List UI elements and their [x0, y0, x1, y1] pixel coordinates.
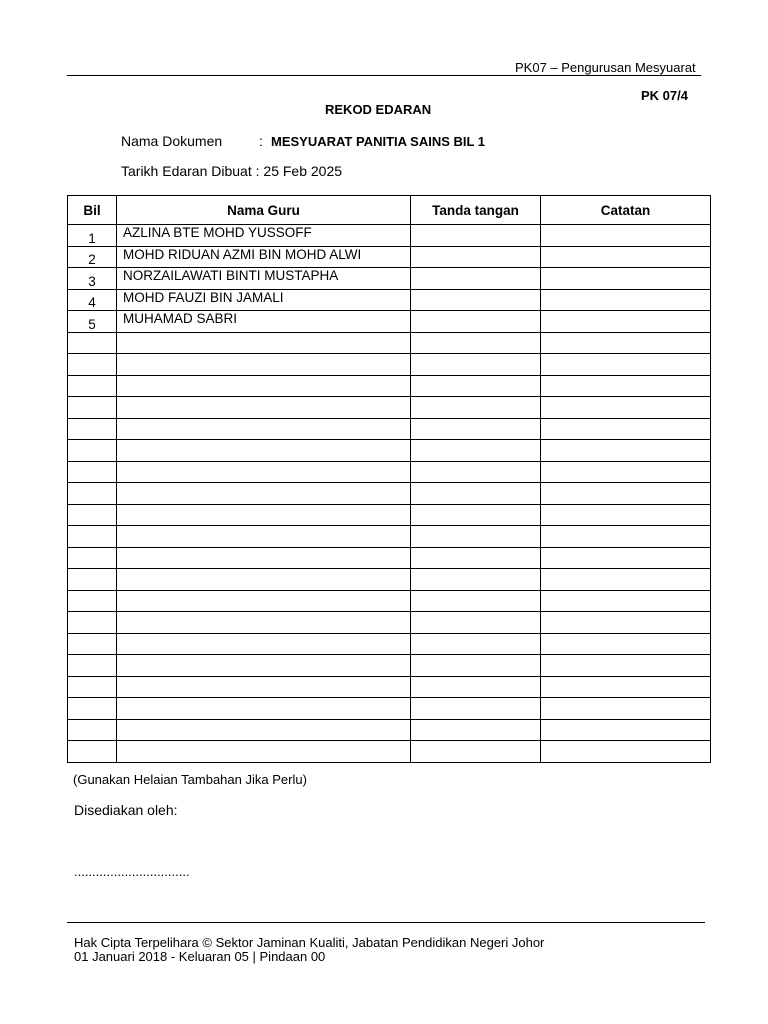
cell-signature — [411, 504, 541, 526]
column-header-note: Catatan — [541, 196, 711, 225]
doc-name-colon: : — [259, 133, 263, 149]
cell-bil — [68, 375, 117, 397]
table-row — [68, 268, 711, 290]
cell-bil — [68, 698, 117, 720]
table-row — [68, 440, 711, 462]
cell-bil — [68, 461, 117, 483]
cell-bil — [68, 569, 117, 591]
form-code: PK 07/4 — [641, 88, 688, 103]
table-row — [68, 698, 711, 720]
cell-name — [117, 332, 411, 354]
cell-name — [117, 418, 411, 440]
column-header-signature: Tanda tangan — [411, 196, 541, 225]
cell-note — [541, 397, 711, 419]
column-header-name: Nama Guru — [117, 196, 411, 225]
cell-note — [541, 483, 711, 505]
cell-signature — [411, 289, 541, 311]
cell-signature — [411, 246, 541, 268]
cell-bil — [68, 655, 117, 677]
cell-note — [541, 354, 711, 376]
cell-note — [541, 375, 711, 397]
cell-name — [117, 504, 411, 526]
cell-signature — [411, 698, 541, 720]
cell-note — [541, 590, 711, 612]
footer-rule — [67, 922, 705, 923]
table-row — [68, 633, 711, 655]
cell-signature — [411, 397, 541, 419]
table-row — [68, 225, 711, 247]
cell-signature — [411, 225, 541, 247]
cell-note — [541, 461, 711, 483]
cell-note — [541, 612, 711, 634]
doc-name-label: Nama Dokumen — [121, 133, 223, 149]
cell-bil — [68, 741, 117, 763]
cell-name — [117, 676, 411, 698]
cell-bil — [68, 504, 117, 526]
table-header-row — [68, 196, 711, 225]
cell-bil: 1 — [68, 225, 117, 247]
table-row — [68, 461, 711, 483]
cell-note — [541, 719, 711, 741]
cell-bil — [68, 612, 117, 634]
cell-signature — [411, 633, 541, 655]
header-ref: PK07 – Pengurusan Mesyuarat — [515, 60, 696, 75]
column-header-bil: Bil — [68, 196, 117, 225]
cell-name: MOHD FAUZI BIN JAMALI — [117, 289, 411, 311]
table-row — [68, 719, 711, 741]
cell-note — [541, 311, 711, 333]
cell-note — [541, 289, 711, 311]
cell-signature — [411, 483, 541, 505]
cell-signature — [411, 655, 541, 677]
cell-note — [541, 332, 711, 354]
cell-name — [117, 741, 411, 763]
footer-copyright: Hak Cipta Terpelihara © Sektor Jaminan Kualiti, Jabatan Pendidikan Negeri Johor — [74, 935, 545, 950]
cell-note — [541, 246, 711, 268]
cell-signature — [411, 311, 541, 333]
extra-sheet-note: (Gunakan Helaian Tambahan Jika Perlu) — [73, 772, 307, 787]
cell-signature — [411, 332, 541, 354]
cell-name — [117, 354, 411, 376]
cell-signature — [411, 268, 541, 290]
table-row — [68, 311, 711, 333]
cell-note — [541, 225, 711, 247]
cell-name — [117, 547, 411, 569]
cell-bil — [68, 332, 117, 354]
cell-name: AZLINA BTE MOHD YUSSOFF — [117, 225, 411, 247]
cell-note — [541, 440, 711, 462]
cell-note — [541, 547, 711, 569]
cell-name — [117, 375, 411, 397]
header-rule — [67, 75, 701, 76]
cell-note — [541, 741, 711, 763]
cell-note — [541, 655, 711, 677]
cell-name — [117, 483, 411, 505]
cell-name — [117, 698, 411, 720]
cell-signature — [411, 741, 541, 763]
cell-bil — [68, 633, 117, 655]
distribution-table — [67, 195, 711, 763]
doc-name-value: MESYUARAT PANITIA SAINS BIL 1 — [271, 134, 486, 149]
cell-signature — [411, 719, 541, 741]
cell-bil — [68, 440, 117, 462]
cell-bil — [68, 547, 117, 569]
cell-signature — [411, 676, 541, 698]
cell-note — [541, 633, 711, 655]
cell-bil — [68, 418, 117, 440]
table-row — [68, 547, 711, 569]
table-row — [68, 741, 711, 763]
footer-issue: 01 Januari 2018 - Keluaran 05 | Pindaan 00 — [74, 949, 326, 964]
cell-bil — [68, 590, 117, 612]
cell-note — [541, 526, 711, 548]
cell-note — [541, 504, 711, 526]
table-row — [68, 418, 711, 440]
cell-bil — [68, 397, 117, 419]
table-row — [68, 483, 711, 505]
cell-name — [117, 612, 411, 634]
table-row — [68, 332, 711, 354]
cell-signature — [411, 612, 541, 634]
cell-note — [541, 418, 711, 440]
table-row — [68, 655, 711, 677]
cell-bil: 4 — [68, 289, 117, 311]
cell-name: MOHD RIDUAN AZMI BIN MOHD ALWI — [117, 246, 411, 268]
cell-signature — [411, 418, 541, 440]
cell-name — [117, 633, 411, 655]
cell-signature — [411, 375, 541, 397]
cell-bil — [68, 719, 117, 741]
table-body — [68, 225, 711, 763]
cell-name — [117, 526, 411, 548]
table-row — [68, 354, 711, 376]
table-row — [68, 612, 711, 634]
table-row — [68, 397, 711, 419]
cell-bil: 5 — [68, 311, 117, 333]
cell-note — [541, 676, 711, 698]
cell-note — [541, 698, 711, 720]
table-row — [68, 676, 711, 698]
signature-line: ................................ — [74, 864, 190, 879]
cell-bil — [68, 526, 117, 548]
cell-name — [117, 461, 411, 483]
cell-bil — [68, 354, 117, 376]
prepared-by-label: Disediakan oleh: — [74, 802, 178, 818]
date-created: Tarikh Edaran Dibuat : 25 Feb 2025 — [121, 163, 343, 179]
cell-note — [541, 268, 711, 290]
page-title: REKOD EDARAN — [325, 102, 432, 117]
table-row — [68, 590, 711, 612]
cell-name — [117, 569, 411, 591]
cell-signature — [411, 440, 541, 462]
cell-bil — [68, 483, 117, 505]
cell-note — [541, 569, 711, 591]
cell-name — [117, 397, 411, 419]
cell-name: NORZAILAWATI BINTI MUSTAPHA — [117, 268, 411, 290]
cell-signature — [411, 590, 541, 612]
cell-name — [117, 719, 411, 741]
cell-signature — [411, 526, 541, 548]
table-row — [68, 526, 711, 548]
table-row — [68, 504, 711, 526]
cell-name — [117, 590, 411, 612]
table-row — [68, 569, 711, 591]
cell-name — [117, 655, 411, 677]
table-row — [68, 375, 711, 397]
cell-signature — [411, 461, 541, 483]
cell-signature — [411, 569, 541, 591]
cell-signature — [411, 354, 541, 376]
cell-name — [117, 440, 411, 462]
cell-signature — [411, 547, 541, 569]
cell-bil: 3 — [68, 268, 117, 290]
cell-name: MUHAMAD SABRI — [117, 311, 411, 333]
cell-bil — [68, 676, 117, 698]
table-row — [68, 246, 711, 268]
table-row — [68, 289, 711, 311]
cell-bil: 2 — [68, 246, 117, 268]
